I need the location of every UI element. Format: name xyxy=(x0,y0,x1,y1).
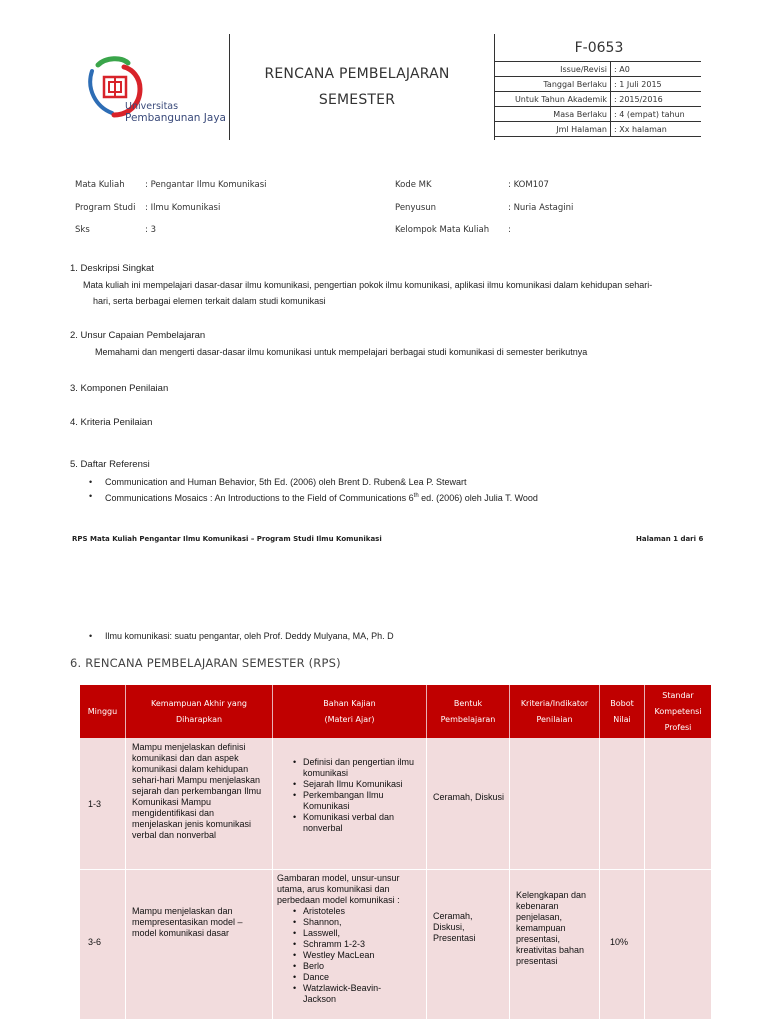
list-item: • Perkembangan Ilmu Komunikasi xyxy=(273,790,422,812)
row2-minggu xyxy=(80,870,126,1020)
cell-text: 3-6 xyxy=(88,937,102,947)
meta-label: Issue/Revisi xyxy=(494,62,611,77)
section-4-title: 4. Kriteria Penilaian xyxy=(70,417,153,428)
program-studi-label: Program Studi xyxy=(75,203,136,213)
meta-label: Masa Berlaku xyxy=(494,107,611,122)
header-text: Kriteria/Indikator xyxy=(520,698,589,708)
mata-kuliah-label: Mata Kuliah xyxy=(75,180,125,190)
row1-minggu xyxy=(80,738,126,870)
cell-text: Mampu menjelaskan dan mempresentasikan model – model komunikasi dasar xyxy=(132,906,243,938)
row2-bahan-list xyxy=(273,906,422,1005)
row2-bentuk xyxy=(427,870,510,1020)
row1-bentuk xyxy=(427,738,510,870)
cell-text: 1-3 xyxy=(88,799,102,809)
section-3-title: 3. Komponen Penilaian xyxy=(70,383,169,394)
document-title-line2: SEMESTER xyxy=(318,92,396,108)
reference-text-end: ed. (2006) oleh Julia T. Wood xyxy=(418,493,538,503)
meta-value: : 4 (empat) tahun xyxy=(611,107,702,122)
reference-list-continued xyxy=(89,629,394,643)
header-text: Kemampuan Akhir yang xyxy=(151,698,247,708)
header-text: Bobot xyxy=(610,698,634,708)
section-1-line1: Mata kuliah ini mempelajari dasar-dasar ilmu komunikasi, pengertian pokok ilmu komunikasi, aplikasi ilmu komunikasi dalam kehidupan sehari- xyxy=(83,280,653,290)
list-item: • Shannon, xyxy=(273,917,422,928)
reference-item: • Ilmu komunikasi: suatu pengantar, oleh Prof. Deddy Mulyana, MA, Ph. D xyxy=(89,629,394,643)
header-text: Diharapkan xyxy=(175,714,223,724)
meta-label: Jml Halaman xyxy=(494,122,611,137)
list-item: • Watzlawick-Beavin-Jackson xyxy=(273,983,422,1005)
penyusun-value: : Nuria Astagini xyxy=(508,203,574,213)
mata-kuliah-value: : Pengantar Ilmu Komunikasi xyxy=(145,180,267,190)
header-text: Bahan Kajian xyxy=(323,698,376,708)
header-minggu xyxy=(80,685,126,738)
document-title-line1: RENCANA PEMBELAJARAN xyxy=(264,66,450,82)
row1-bahan-list xyxy=(273,757,422,834)
header-text: Profesi xyxy=(664,722,692,732)
reference-text: Communications Mosaics : An Introductions to the Field of Communications 6 xyxy=(105,493,414,503)
sks-value: : 3 xyxy=(145,225,156,235)
row2-kemampuan xyxy=(126,870,273,1020)
row1-bobot xyxy=(600,738,645,870)
meta-value: : 2015/2016 xyxy=(611,92,702,107)
meta-value: : Xx halaman xyxy=(611,122,702,137)
row2-bobot xyxy=(600,870,645,1020)
row2-bahan xyxy=(273,870,427,1020)
section-5-title: 5. Daftar Referensi xyxy=(70,459,150,470)
list-item: • Berlo xyxy=(273,961,422,972)
reference-superscript: th xyxy=(413,493,419,499)
header-minggu-text: Minggu xyxy=(87,706,118,716)
list-item: • Sejarah Ilmu Komunikasi xyxy=(273,779,422,790)
rps-section-title: 6. RENCANA PEMBELAJARAN SEMESTER (RPS) xyxy=(70,656,341,670)
sks-label: Sks xyxy=(75,225,90,235)
document-meta-table xyxy=(494,61,701,137)
row2-standar xyxy=(645,870,711,1020)
header-kemampuan xyxy=(126,685,273,738)
list-item: • Dance xyxy=(273,972,422,983)
list-item: • Schramm 1-2-3 xyxy=(273,939,422,950)
meta-row xyxy=(494,77,701,92)
meta-label: Untuk Tahun Akademik xyxy=(494,92,611,107)
footer-page-number: Halaman 1 dari 6 xyxy=(636,535,704,543)
row1-kriteria xyxy=(510,738,600,870)
cell-text: Ceramah, Diskusi, Presentasi xyxy=(433,911,476,943)
cell-text: Kelengkapan dan kebenaran penjelasan, kemampuan presentasi, kreativitas bahan presentasi xyxy=(516,890,587,966)
header-text: Standar xyxy=(662,690,694,700)
university-line1: Universitas xyxy=(125,101,179,112)
section-1-line2: hari, serta berbagai elemen terkait dalam studi komunikasi xyxy=(93,296,326,306)
list-item: • Lasswell, xyxy=(273,928,422,939)
header-standar xyxy=(645,685,711,738)
kode-mk-value: : KOM107 xyxy=(508,180,549,190)
reference-item: • Communication and Human Behavior, 5th Ed. (2006) oleh Brent D. Ruben& Lea P. Stewart xyxy=(89,475,538,489)
row1-kemampuan xyxy=(126,738,273,870)
header-text: Pembelajaran xyxy=(440,714,496,724)
header-divider-left xyxy=(229,34,230,140)
header-kriteria xyxy=(510,685,600,738)
header-bentuk xyxy=(427,685,510,738)
meta-row xyxy=(494,122,701,137)
kelompok-value: : xyxy=(508,225,511,235)
header-bobot xyxy=(600,685,645,738)
row1-bahan xyxy=(273,738,427,870)
university-line2: Pembangunan Jaya xyxy=(125,112,226,124)
row2-kriteria xyxy=(510,870,600,1020)
list-item: • Definisi dan pengertian ilmu komunikasi xyxy=(273,757,422,779)
meta-row xyxy=(494,92,701,107)
kelompok-label: Kelompok Mata Kuliah xyxy=(395,225,490,235)
reference-list xyxy=(89,475,538,505)
section-2-title: 2. Unsur Capaian Pembelajaran xyxy=(70,330,206,341)
header-text: Penilaian xyxy=(536,714,573,724)
meta-row xyxy=(494,107,701,122)
program-studi-value: : Ilmu Komunikasi xyxy=(145,203,221,213)
section-1-title: 1. Deskripsi Singkat xyxy=(70,263,154,274)
header-text: Kompetensi xyxy=(654,706,702,716)
meta-value: : 1 Juli 2015 xyxy=(611,77,702,92)
header-bahan-kajian xyxy=(273,685,427,738)
cell-text: Mampu menjelaskan definisi komunikasi dan dan aspek komunikasi dalam kehidupan sehari-hari Mampu menjelaskan sejarah dan perkembangan Ilmu Komunikasi Mampu mengidentifikasi dan menjelaskan jenis komunikasi verbal dan nonverbal xyxy=(132,742,262,840)
form-number: F-0653 xyxy=(574,40,624,56)
list-item: • Komunikasi verbal dan nonverbal xyxy=(273,812,422,834)
list-item: • Westley MacLean xyxy=(273,950,422,961)
section-2-text: Memahami dan mengerti dasar-dasar ilmu komunikasi untuk mempelajari berbagai studi komunikasi di semester berikutnya xyxy=(95,347,588,357)
reference-item xyxy=(89,489,538,505)
header-text: Bentuk xyxy=(453,698,483,708)
footer-left: RPS Mata Kuliah Pengantar Ilmu Komunikasi – Program Studi Ilmu Komunikasi xyxy=(72,535,382,543)
cell-text: Ceramah, Diskusi xyxy=(433,792,505,802)
list-item: • Aristoteles xyxy=(273,906,422,917)
meta-row xyxy=(494,62,701,77)
cell-text: 10% xyxy=(610,937,629,947)
header-text: Nilai xyxy=(613,714,631,724)
penyusun-label: Penyusun xyxy=(395,203,437,213)
meta-label: Tanggal Berlaku xyxy=(494,77,611,92)
row1-standar xyxy=(645,738,711,870)
header-text: (Materi Ajar) xyxy=(324,714,375,724)
kode-mk-label: Kode MK xyxy=(395,180,432,190)
row2-bahan-intro: Gambaran model, unsur-unsur utama, arus komunikasi dan perbedaan model komunikasi : xyxy=(277,873,400,905)
meta-value: : A0 xyxy=(611,62,702,77)
